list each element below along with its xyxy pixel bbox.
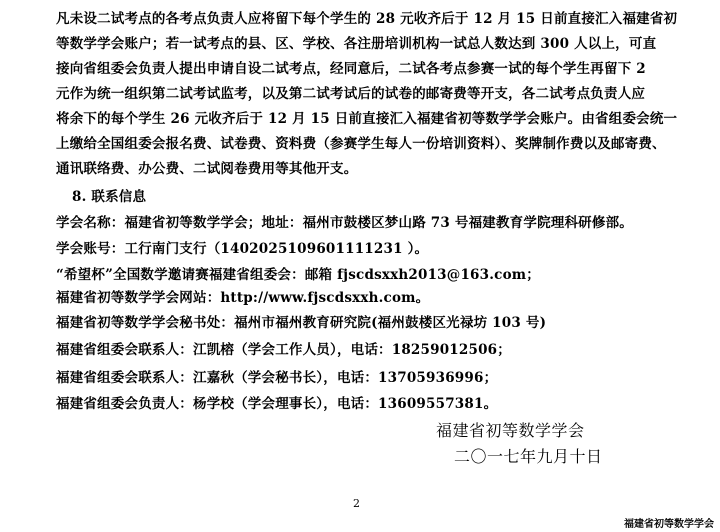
- watermark-text: 福建省初等数学学会: [624, 519, 714, 530]
- signature-org: 福建省初等数学学会: [436, 421, 585, 440]
- contact-person-head: 福建省组委会负责人：杨学校（学会理事长），电话：13609557381。: [56, 396, 498, 412]
- contact-person-2: 福建省组委会联系人：江嘉秋（学会秘书长），电话：13705936996；: [56, 370, 498, 386]
- contact-email: “希望杯”全国数学邀请赛福建省组委会：邮箱 fjscdsxxh2013@163.com；: [56, 267, 540, 283]
- signature-date: 二〇一七年九月十日: [454, 447, 603, 466]
- body-line-7: 通讯联络费、办公费、二试阅卷费用等其他开支。: [56, 161, 358, 177]
- section-title: 8. 联系信息: [72, 189, 147, 205]
- body-line-4: 元作为统一组织第二试考试监考，以及第二试考试后的试卷的邮寄费等开支，各二试考点负责人应: [56, 86, 646, 102]
- body-line-2: 等数学学会账户；若一试考点的县、区、学校、各注册培训机构一试总人数达到 300 人以上，可直: [56, 36, 657, 52]
- contact-website: 福建省初等数学学会网站：http://www.fjscdsxxh.com。: [56, 290, 430, 306]
- body-line-3: 接向省组委会负责人提出申请自设二试考点，经同意后，二试各考点参赛一试的每个学生再留下 2: [56, 61, 646, 77]
- contact-org-address: 学会名称：福建省初等数学学会；地址：福州市鼓楼区梦山路 73 号福建教育学院理科研修部。: [56, 215, 633, 231]
- body-line-5: 将余下的每个学生 26 元收齐后于 12 月 15 日前直接汇入福建省初等数学学会账户。由省组委会统一: [56, 111, 678, 127]
- contact-secretariat: 福建省初等数学学会秘书处：福州市福州教育研究院(福州鼓楼区光禄坊 103 号): [56, 315, 547, 331]
- body-line-6: 上缴给全国组委会报名费、试卷费、资料费（参赛学生每人一份培训资料）、奖牌制作费以及邮寄费、: [56, 136, 666, 152]
- contact-person-1: 福建省组委会联系人：江凯榕（学会工作人员），电话：18259012506；: [56, 342, 511, 358]
- body-line-1: 凡未设二试考点的各考点负责人应将留下每个学生的 28 元收齐后于 12 月 15 日前直接汇入福建省初: [56, 11, 678, 27]
- contact-bank-account: 学会账号：工行南门支行（1402025109601111231 ）。: [56, 241, 429, 257]
- page-number: 2: [353, 497, 360, 510]
